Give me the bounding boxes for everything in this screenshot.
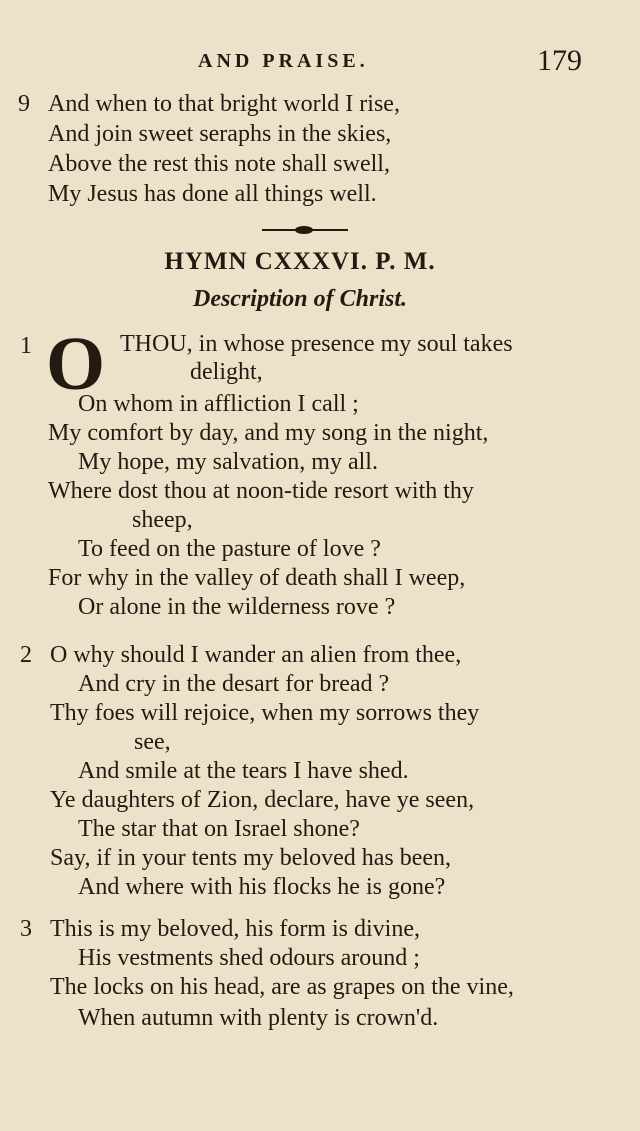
verse-line: This is my beloved, his form is divine, — [50, 916, 420, 942]
hymn-subtitle: Description of Christ. — [192, 286, 408, 312]
verse-line: see, — [134, 729, 171, 755]
verse-line: The star that on Israel shone? — [78, 816, 360, 842]
verse-line: For why in the valley of death shall I weep, — [48, 565, 466, 591]
page-number: 179 — [537, 44, 582, 77]
verse-line: My hope, my salvation, my all. — [78, 449, 378, 475]
drop-cap: O — [46, 322, 106, 406]
verse-line: Say, if in your tents my beloved has been, — [50, 845, 452, 871]
verse-line: My comfort by day, and my song in the night, — [48, 420, 489, 446]
stanza-number: 3 — [20, 916, 32, 942]
running-title: AND PRAISE. — [198, 50, 369, 72]
verse-line: And when to that bright world I rise, — [48, 91, 400, 117]
verse-line: On whom in affliction I call ; — [78, 391, 359, 417]
ornamental-rule — [262, 229, 348, 231]
verse-line: His vestments shed odours around ; — [78, 945, 420, 971]
verse-line: THOU, in whose presence my soul takes — [120, 331, 513, 357]
verse-line: And cry in the desart for bread ? — [78, 671, 390, 697]
verse-line: O why should I wander an alien from thee, — [50, 642, 462, 668]
verse-line: And where with his flocks he is gone? — [78, 874, 446, 900]
stanza-number: 2 — [20, 642, 32, 668]
verse-line: When autumn with plenty is crown'd. — [78, 1005, 439, 1031]
running-header — [0, 44, 640, 80]
verse-line: The locks on his head, are as grapes on the vine, — [50, 974, 514, 1000]
stanza-number: 9 — [18, 91, 30, 117]
verse-line: To feed on the pasture of love ? — [78, 536, 381, 562]
verse-line: And join sweet seraphs in the skies, — [48, 121, 392, 147]
verse-line: Above the rest this note shall swell, — [48, 151, 390, 177]
hymn-title: HYMN CXXXVI. P. M. — [164, 248, 436, 275]
verse-line: And smile at the tears I have shed. — [78, 758, 409, 784]
verse-line: My Jesus has done all things well. — [48, 181, 377, 207]
verse-line: Ye daughters of Zion, declare, have ye seen, — [50, 787, 475, 813]
verse-line: delight, — [190, 359, 263, 385]
verse-line: Where dost thou at noon-tide resort with thy — [48, 478, 474, 504]
verse-line: sheep, — [132, 507, 193, 533]
verse-line: Thy foes will rejoice, when my sorrows they — [50, 700, 480, 726]
stanza-number: 1 — [20, 333, 32, 359]
verse-line: Or alone in the wilderness rove ? — [78, 594, 396, 620]
